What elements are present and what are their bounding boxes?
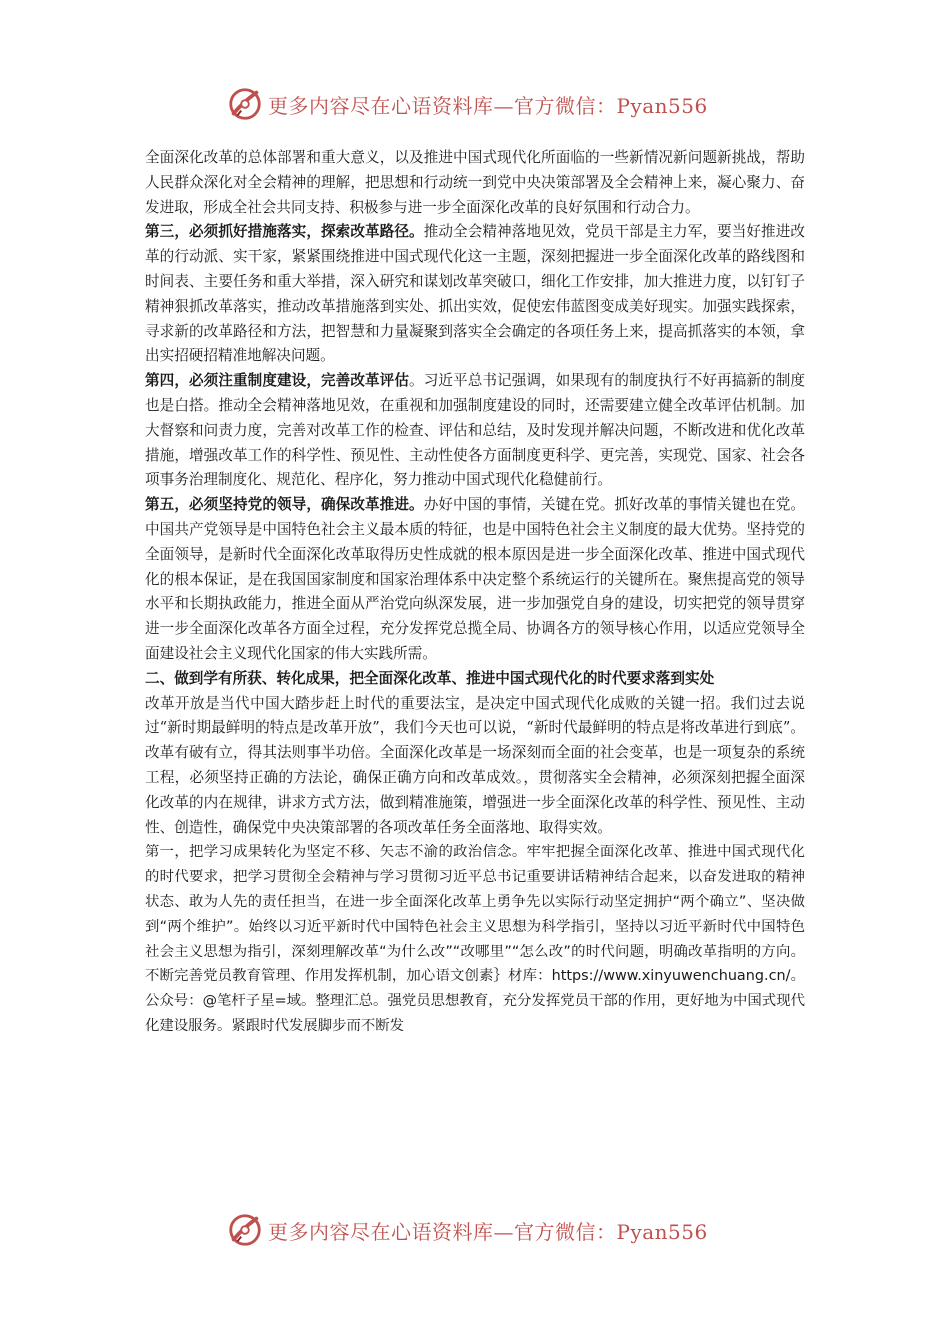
paragraph-reform-opening xyxy=(145,692,805,841)
paragraph-lead: 第四，必须注重制度建设，完善改革评估 xyxy=(145,372,410,390)
banner-text: 更多内容尽在心语资料库—官方微信：Pyan556 xyxy=(268,1219,708,1244)
footer-banner xyxy=(0,1210,950,1250)
header-banner xyxy=(0,84,950,124)
paragraph-text: 推动全会精神落地见效，党员干部是主力军，要当好推进改革的行动派、实干家，紧紧围绕推进中国式现代化这一主题，深刻把握进一步全面深化改革的路线图和时间表、主要任务和重大举措，深入研究和谋划改革突破口，细化工作安排，加大推进力度，以钉钉子精神狠抓改革落实，推动改革措施落到实处、抓出实效，促使宏伟蓝图变成美好现实。加强实践探索，寻求新的改革路径和方法，把智慧和力量凝聚到落实全会确定的各项任务上来，提高抓落实的本领，拿出实招硬招精准地解决问题。 xyxy=(145,223,805,365)
paragraph-text: 改革开放是当代中国大踏步赶上时代的重要法宝，是决定中国式现代化成败的关键一招。我们过去说过“新时期最鲜明的特点是改革开放”，我们今天也可以说，“新时代最鲜明的特点是将改革进行到底”。改革有破有立，得其法则事半功倍。全面深化改革是一场深刻而全面的社会变革，也是一项复杂的系统工程，必须坚持正确的方法论，确保正确方向和改革成效。，贯彻落实全会精神，必须深刻把握全面深化改革的内在规律，讲求方式方法，做到精准施策，增强进一步全面深化改革的科学性、预见性、主动性、创造性，确保党中央决策部署的各项改革任务全面落地、取得实效。 xyxy=(145,694,805,836)
paragraph-first-point xyxy=(145,840,805,1038)
section-heading-two: 二、做到学有所获、转化成果，把全面深化改革、推进中国式现代化的时代要求落到实处 xyxy=(145,669,715,687)
paragraph-text: 全面深化改革的总体部署和重大意义，以及推进中国式现代化所面临的一些新情况新问题新挑战，帮助人民群众深化对全会精神的理解，把思想和行动统一到党中央决策部署及全会精神上来，凝心聚力、奋发进取，形成全社会共同支持、积极参与进一步全面深化改革的良好氛围和行动合力。 xyxy=(145,149,805,216)
paragraph-text: 。习近平总书记强调，如果现有的制度执行不好再搞新的制度也是白搭。推动全会精神落地见效，在重视和加强制度建设的同时，还需要建立健全改革评估机制。加大督察和问责力度，完善对改革工作的检查、评估和总结，及时发现并解决问题，不断改进和优化改革措施，增强改革工作的科学性、预见性、主动性使各方面制度更科学、更完善，实现党、国家、社会各项事务治理制度化、规范化、程序化，努力推动中国式现代化稳健前行。 xyxy=(145,372,805,489)
paragraph-intro-continued xyxy=(145,146,805,220)
banner-text: 更多内容尽在心语资料库—官方微信：Pyan556 xyxy=(268,93,708,118)
brush-circle-logo-icon xyxy=(226,85,264,123)
paragraph-lead: 第三，必须抓好措施落实，探索改革路径。 xyxy=(145,223,424,241)
document-body xyxy=(145,146,805,1039)
paragraph-text: 第一，把学习成果转化为坚定不移、矢志不渝的政治信念。牢牢把握全面深化改革、推进中国式现代化的时代要求，把学习贯彻全会精神与学习贯彻习近平总书记重要讲话精神结合起来，以奋发进取的精神状态、敢为人先的责任担当，在进一步全面深化改革上勇争先以实际行动坚定拥护“两个确立”、坚决做到“两个维护”。始终以习近平新时代中国特色社会主义思想为科学指引，坚持以习近平新时代中国特色社会主义思想为指引，深刻理解改革“为什么改”“改哪里”“怎么改”的时代问题，明确改革指明的方向。不断完善党员教育管理、作用发挥机制，加心语文创素｝材库：https://www.xinyuwenchuang.cn/。公众号：@笔杆子星=域。整理汇总。强党员思想教育，充分发挥党员干部的作用，更好地为中国式现代化建设服务。紧跟时代发展脚步而不断发 xyxy=(145,844,805,1034)
paragraph-lead: 第五，必须坚持党的领导，确保改革推进。 xyxy=(145,496,424,514)
paragraph-point-three xyxy=(145,220,805,369)
paragraph-point-five xyxy=(145,493,805,667)
paragraph-point-four xyxy=(145,369,805,493)
paragraph-text: 办好中国的事情，关键在党。抓好改革的事情关键也在党。中国共产党领导是中国特色社会主义最本质的特征，也是中国特色社会主义制度的最大优势。坚持党的全面领导，是新时代全面深化改革取得历史性成就的根本原因是进一步全面深化改革、推进中国式现代化的根本保证，是在我国国家制度和国家治理体系中决定整个系统运行的关键所在。聚焦提高党的领导水平和长期执政能力，推进全面从严治党向纵深发展，进一步加强党自身的建设，切实把党的领导贯穿进一步全面深化改革各方面全过程，充分发挥党总揽全局、协调各方的领导核心作用，以适应党领导全面建设社会主义现代化国家的伟大实践所需。 xyxy=(145,496,805,662)
brush-circle-logo-icon xyxy=(226,1211,264,1249)
